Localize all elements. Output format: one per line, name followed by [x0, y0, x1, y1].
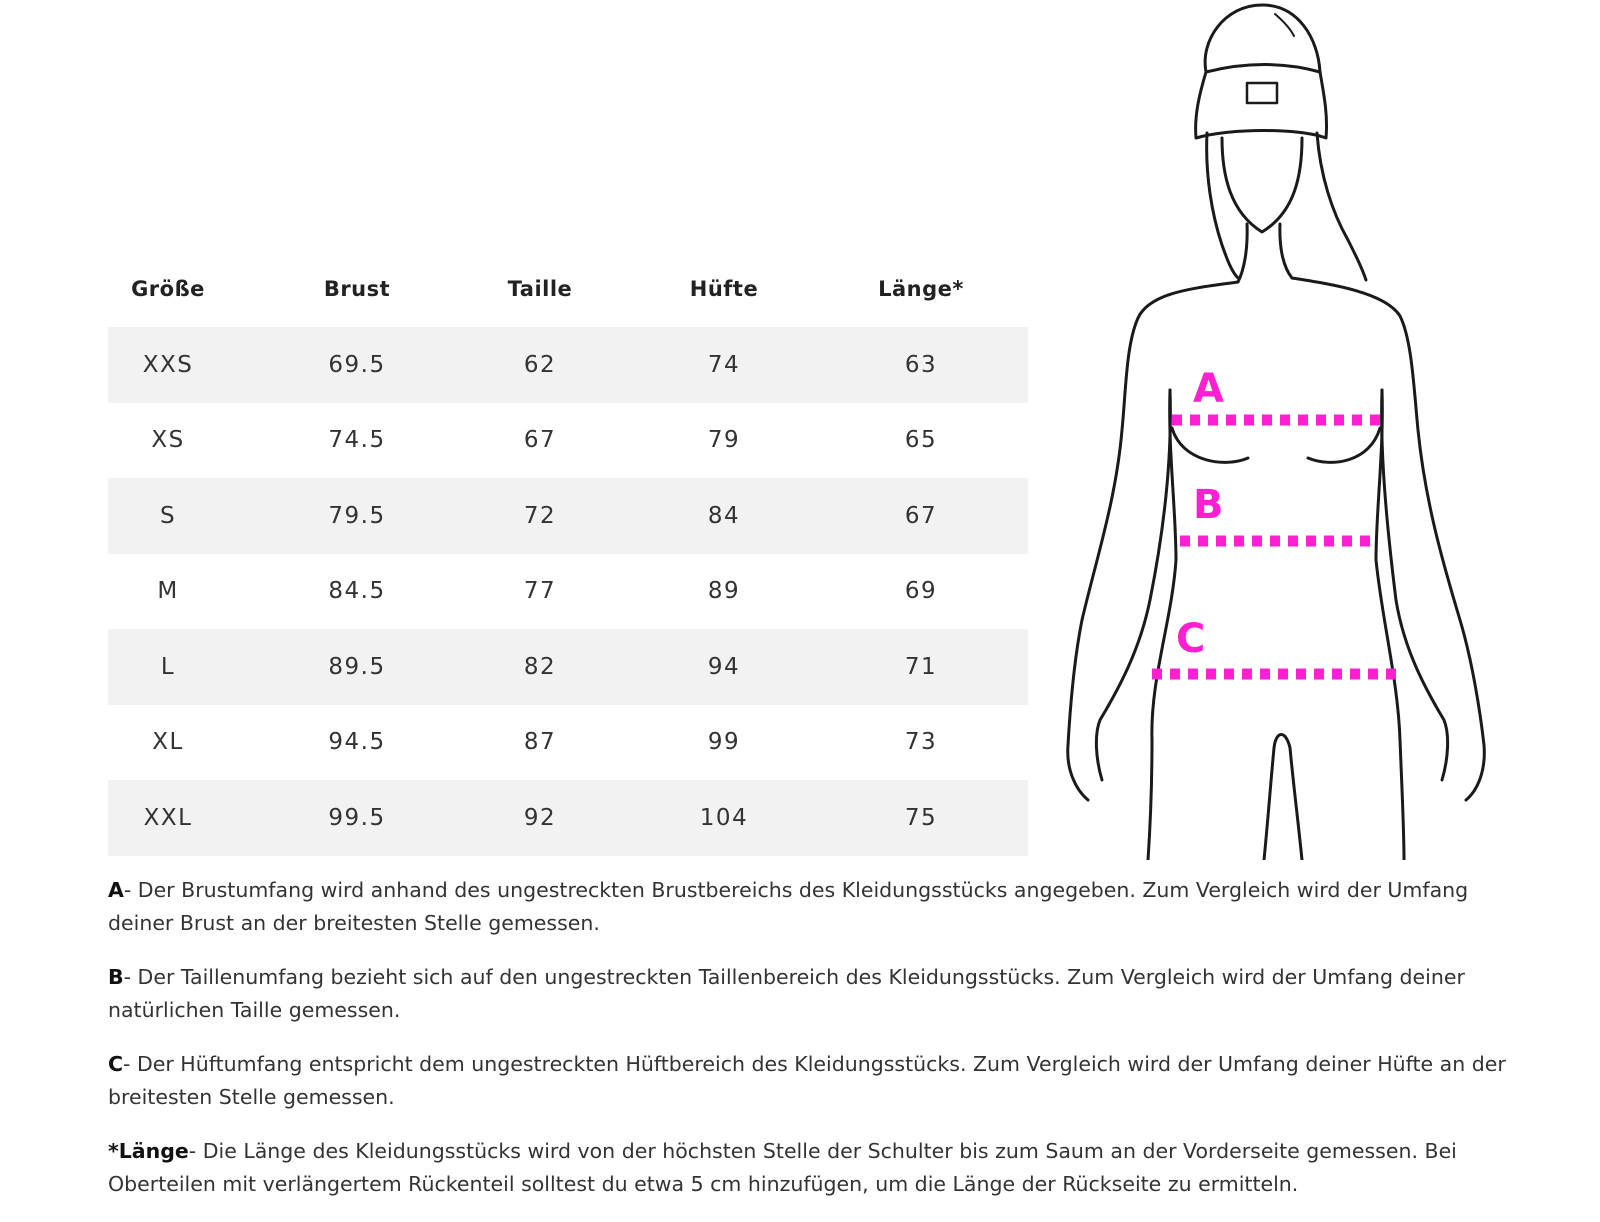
cell-taille: 82 [523, 653, 557, 680]
cell-brust: 74.5 [328, 427, 386, 454]
table-row [108, 780, 1028, 856]
cell-laenge: 71 [904, 653, 938, 680]
note-key: C [108, 1052, 124, 1076]
cell-huefte: 89 [707, 578, 741, 605]
note-a [108, 874, 1508, 940]
cell-size: XXS [142, 351, 194, 378]
woman-outline [1068, 5, 1485, 860]
header-huefte: Hüfte [689, 276, 759, 301]
cell-huefte: 79 [707, 427, 741, 454]
cell-laenge: 67 [904, 502, 938, 529]
cell-huefte: 94 [707, 653, 741, 680]
note-text: - Die Länge des Kleidungsstücks wird von der höchsten Stelle der Schulter bis zum Saum an der Vorderseite gemessen. Bei Oberteilen mit verlängertem Rückenteil solltest du etwa 5 cm hinzufügen, um die Länge der Rückseite zu ermitteln. [108, 1139, 1457, 1196]
cell-size: XL [152, 729, 184, 756]
size-table [108, 250, 1028, 856]
cell-brust: 94.5 [328, 729, 386, 756]
cell-taille: 87 [523, 729, 557, 756]
header-brust: Brust [323, 276, 391, 301]
marker-c-label: C [1176, 616, 1206, 662]
header-laenge: Länge* [878, 276, 964, 301]
cell-brust: 84.5 [328, 578, 386, 605]
note-text: - Der Hüftumfang entspricht dem ungestreckten Hüftbereich des Kleidungsstücks. Zum Vergleich wird der Umfang deiner Hüfte an der breitesten Stelle gemessen. [108, 1052, 1506, 1109]
table-row [108, 327, 1028, 403]
cell-laenge: 65 [904, 427, 938, 454]
cell-taille: 77 [523, 578, 557, 605]
cell-size: M [157, 578, 179, 605]
cell-size: L [160, 653, 176, 680]
cell-brust: 69.5 [328, 351, 386, 378]
table-header-row [108, 250, 1028, 327]
cell-size: XXL [143, 804, 193, 831]
note-c [108, 1048, 1508, 1114]
header-groesse: Größe [131, 276, 205, 301]
measurement-markers [1152, 366, 1404, 674]
cell-taille: 92 [523, 804, 557, 831]
cell-taille: 72 [523, 502, 557, 529]
cell-size: XS [151, 427, 185, 454]
note-text: - Der Taillenumfang bezieht sich auf den ungestreckten Taillenbereich des Kleidungsstücks. Zum Vergleich wird der Umfang deiner natürlichen Taille gemessen. [108, 965, 1465, 1022]
note-key: *Länge [108, 1139, 189, 1163]
body-measurement-figure [1050, 0, 1510, 860]
note-laenge [108, 1135, 1508, 1201]
marker-a-label: A [1193, 366, 1224, 412]
cell-brust: 99.5 [328, 804, 386, 831]
cell-taille: 67 [523, 427, 557, 454]
cell-laenge: 73 [904, 729, 938, 756]
marker-b-label: B [1193, 482, 1224, 528]
cell-laenge: 69 [904, 578, 938, 605]
cell-huefte: 84 [707, 502, 741, 529]
cell-laenge: 75 [904, 804, 938, 831]
header-taille: Taille [507, 276, 573, 301]
cell-brust: 79.5 [328, 502, 386, 529]
cell-size: S [159, 502, 177, 529]
cell-taille: 62 [523, 351, 557, 378]
note-b [108, 961, 1508, 1027]
cell-huefte: 74 [707, 351, 741, 378]
table-row [108, 554, 1028, 630]
cell-huefte: 99 [707, 729, 741, 756]
note-text: - Der Brustumfang wird anhand des ungestreckten Brustbereichs des Kleidungsstücks angegeben. Zum Vergleich wird der Umfang deiner Brust an der breitesten Stelle gemessen. [108, 878, 1469, 935]
beanie-icon [1196, 5, 1327, 138]
face-icon [1222, 138, 1302, 232]
cell-huefte: 104 [699, 804, 749, 831]
cell-laenge: 63 [904, 351, 938, 378]
beanie-label-icon [1247, 83, 1277, 103]
table-row [108, 478, 1028, 554]
note-key: A [108, 878, 124, 902]
measurement-notes [108, 874, 1508, 1222]
cell-brust: 89.5 [328, 653, 386, 680]
table-row [108, 629, 1028, 705]
table-row [108, 403, 1028, 479]
table-row [108, 705, 1028, 781]
note-key: B [108, 965, 124, 989]
